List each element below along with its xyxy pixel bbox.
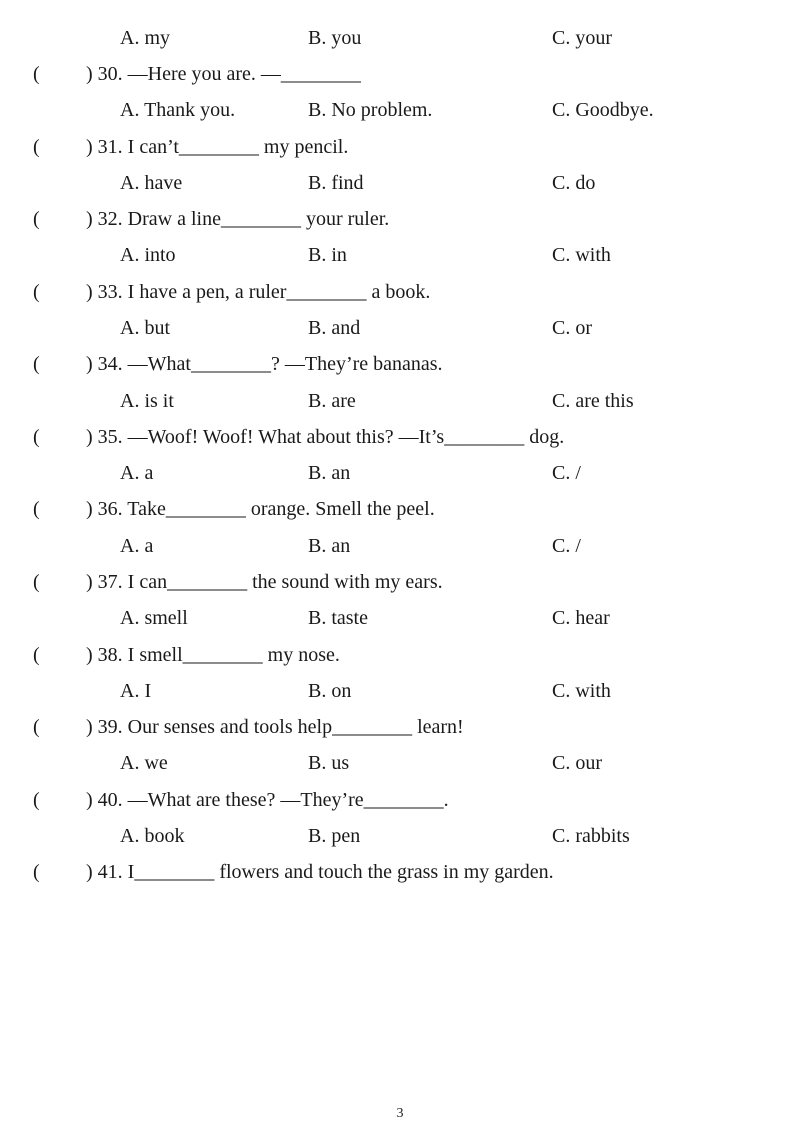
option-a: A. I [120,680,152,702]
option-b: B. us [308,752,350,774]
option-c: C. or [552,317,592,339]
question-text: ) 36. Take________ orange. Smell the peel. [86,498,435,520]
option-a: A. but [120,317,170,339]
page-number: 3 [396,1106,404,1121]
answer-paren: ( [33,63,40,85]
question-text: ) 32. Draw a line________ your ruler. [86,208,390,230]
option-c: C. with [552,244,611,266]
question-text: ) 34. —What________? —They’re bananas. [86,353,443,375]
option-row [0,96,800,124]
question-row [0,713,800,741]
option-c: C. Goodbye. [552,99,654,121]
option-a: A. into [120,244,176,266]
answer-paren: ( [33,861,40,883]
option-a: A. my [120,27,170,49]
answer-paren: ( [33,208,40,230]
question-text: ) 30. —Here you are. —________ [86,63,361,85]
option-c: C. are this [552,390,634,412]
option-c: C. do [552,172,596,194]
option-row [0,532,800,560]
option-b: B. No problem. [308,99,433,121]
option-a: A. have [120,172,183,194]
question-row [0,858,800,886]
option-row [0,24,800,52]
question-row [0,133,800,161]
option-a: A. we [120,752,168,774]
question-text: ) 38. I smell________ my nose. [86,644,340,666]
question-text: ) 41. I________ flowers and touch the grass in my garden. [86,861,554,883]
question-row [0,278,800,306]
question-row [0,423,800,451]
option-b: B. an [308,462,351,484]
option-row [0,604,800,632]
question-text: ) 31. I can’t________ my pencil. [86,136,349,158]
answer-paren: ( [33,716,40,738]
option-c: C. / [552,462,581,484]
option-b: B. an [308,535,351,557]
option-row [0,169,800,197]
option-a: A. Thank you. [120,99,236,121]
answer-paren: ( [33,136,40,158]
option-row [0,314,800,342]
answer-paren: ( [33,789,40,811]
question-row [0,350,800,378]
option-a: A. smell [120,607,188,629]
option-b: B. in [308,244,347,266]
option-row [0,241,800,269]
option-c: C. with [552,680,611,702]
option-a: A. is it [120,390,174,412]
question-row [0,495,800,523]
option-b: B. on [308,680,352,702]
option-a: A. book [120,825,185,847]
question-row [0,205,800,233]
answer-paren: ( [33,644,40,666]
question-text: ) 35. —Woof! Woof! What about this? —It’s________ dog. [86,426,565,448]
answer-paren: ( [33,426,40,448]
option-b: B. find [308,172,364,194]
question-text: ) 40. —What are these? —They’re________. [86,789,449,811]
option-a: A. a [120,535,154,557]
answer-paren: ( [33,353,40,375]
answer-paren: ( [33,498,40,520]
option-b: B. are [308,390,356,412]
question-row [0,786,800,814]
option-c: C. rabbits [552,825,630,847]
answer-paren: ( [33,571,40,593]
option-c: C. our [552,752,602,774]
option-row [0,459,800,487]
option-b: B. you [308,27,362,49]
option-row [0,749,800,777]
question-text: ) 39. Our senses and tools help________ learn! [86,716,464,738]
option-a: A. a [120,462,154,484]
answer-paren: ( [33,281,40,303]
option-c: C. / [552,535,581,557]
question-text: ) 37. I can________ the sound with my ears. [86,571,443,593]
question-row [0,568,800,596]
option-row [0,822,800,850]
option-row [0,677,800,705]
option-c: C. your [552,27,612,49]
question-row [0,641,800,669]
option-b: B. pen [308,825,361,847]
option-row [0,387,800,415]
question-text: ) 33. I have a pen, a ruler________ a book. [86,281,431,303]
question-row [0,60,800,88]
option-c: C. hear [552,607,610,629]
option-b: B. and [308,317,361,339]
option-b: B. taste [308,607,368,629]
